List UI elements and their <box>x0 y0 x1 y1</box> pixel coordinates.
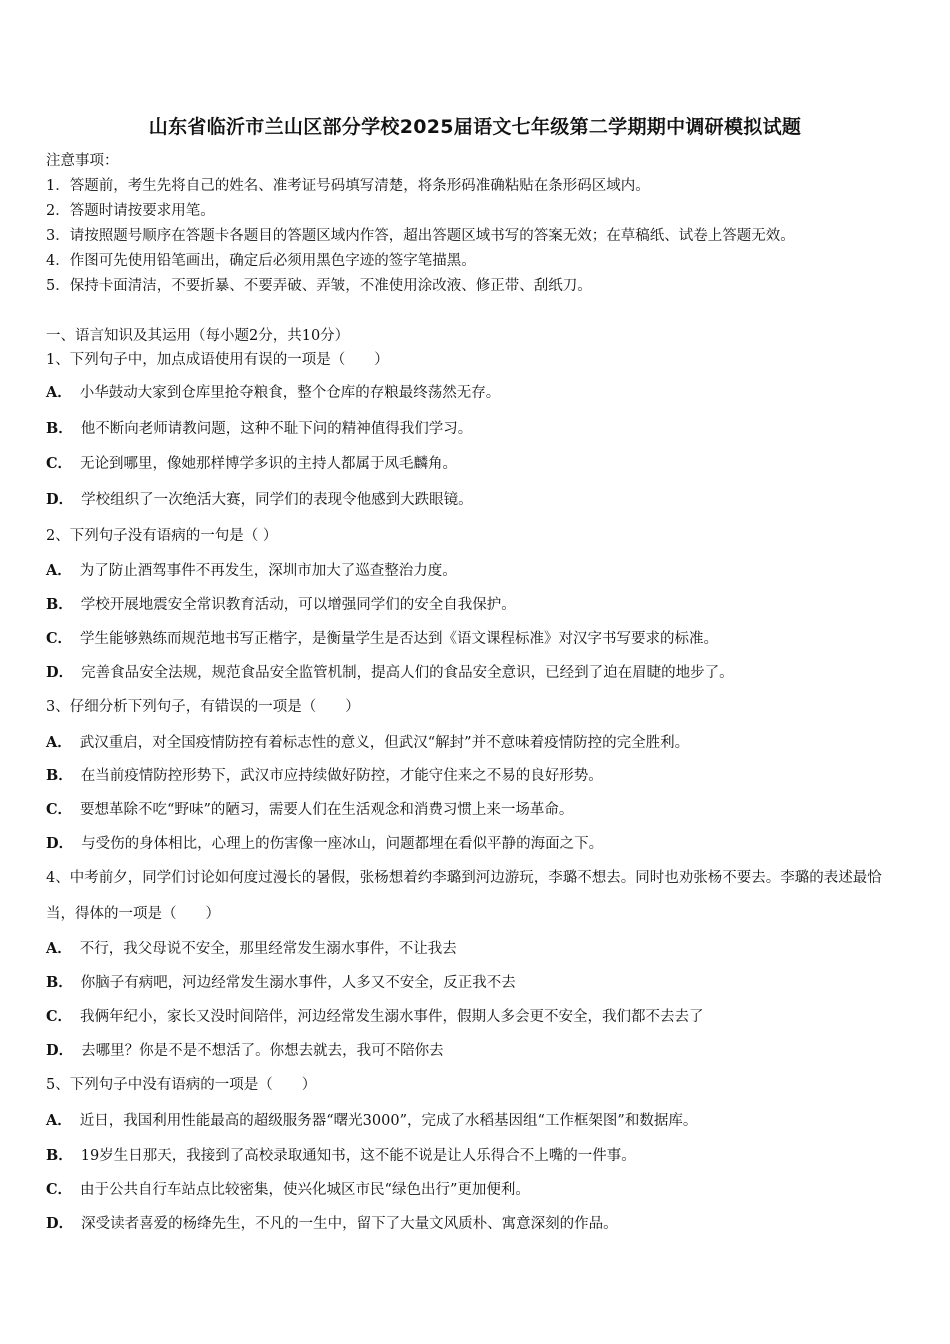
option-b: B． 他不断向老师请教问题，这种不耻下问的精神值得我们学习。 <box>46 420 473 437</box>
option-b: B． 19岁生日那天，我接到了高校录取通知书，这不能不说是让人乐得合不上嘴的一件事。 <box>46 1147 636 1164</box>
option-c: C． 无论到哪里，像她那样博学多识的主持人都属于凤毛麟角。 <box>46 455 458 472</box>
option-a: A． 近日，我国利用性能最高的超级服务器“曙光3000”，完成了水稻基因组“工作框架图”和数据库。 <box>46 1112 698 1129</box>
option-a: A． 不行，我父母说不安全，那里经常发生溺水事件，不让我去 <box>46 940 457 957</box>
notice-item: 2．答题时请按要求用笔。 <box>46 203 215 219</box>
notice-heading: 注意事项： <box>46 153 119 169</box>
notice-item: 4．作图可先使用铅笔画出，确定后必须用黑色字迹的签字笔描黑。 <box>46 253 476 269</box>
notice-item: 1．答题前，考生先将自己的姓名、准考证号码填写清楚，将条形码准确粘贴在条形码区域内。 <box>46 178 650 194</box>
option-a: A． 为了防止酒驾事件不再发生，深圳市加大了巡查整治力度。 <box>46 562 457 579</box>
option-d: D． 深受读者喜爱的杨绛先生，不凡的一生中，留下了大量文风质朴、寓意深刻的作品。 <box>46 1215 618 1232</box>
page-title: 山东省临沂市兰山区部分学校2025届语文七年级第二学期期中调研模拟试题 <box>148 116 802 138</box>
option-d: D． 完善食品安全法规，规范食品安全监管机制，提高人们的食品安全意识，已经到了迫在眉睫的地步了。 <box>46 664 734 681</box>
option-b: B． 你脑子有病吧，河边经常发生溺水事件，人多又不安全，反正我不去 <box>46 974 516 991</box>
option-b: B． 学校开展地震安全常识教育活动，可以增强同学们的安全自我保护。 <box>46 596 516 613</box>
notice-item: 3．请按照题号顺序在答题卡各题目的答题区域内作答，超出答题区域书写的答案无效；在草稿纸、试卷上答题无效。 <box>46 228 795 244</box>
option-d: D． 学校组织了一次绝活大赛，同学们的表现令他感到大跌眼镜。 <box>46 491 473 508</box>
question-stem: 5、下列句子中没有语病的一项是（ ） <box>46 1077 317 1093</box>
option-c: C． 学生能够熟练而规范地书写正楷字，是衡量学生是否达到《语文课程标准》对汉字书写要求的标准。 <box>46 630 719 647</box>
option-a: A． 武汉重启，对全国疫情防控有着标志性的意义，但武汉“解封”并不意味着疫情防控的完全胜利。 <box>46 734 690 751</box>
question-stem: 3、仔细分析下列句子，有错误的一项是（ ） <box>46 699 360 715</box>
question-stem: 4、中考前夕，同学们讨论如何度过漫长的暑假，张杨想着约李璐到河边游玩，李璐不想去。同时也劝张杨不要去。李璐的表述最恰当，得体的一项是（ ） <box>46 870 882 922</box>
notice-item: 5．保持卡面清洁，不要折暴、不要弄破、弄皱，不准使用涂改液、修正带、刮纸刀。 <box>46 278 592 294</box>
section-heading: 一、语言知识及其运用（每小题2分，共10分） <box>46 328 350 344</box>
option-c: C． 我俩年纪小，家长又没时间陪伴，河边经常发生溺水事件，假期人多会更不安全，我们都不去去了 <box>46 1008 704 1025</box>
option-d: D． 与受伤的身体相比，心理上的伤害像一座冰山，问题都埋在看似平静的海面之下。 <box>46 835 604 852</box>
question-stem: 2、下列句子没有语病的一句是（ ） <box>46 528 278 544</box>
question-stem: 1、下列句子中，加点成语使用有误的一项是（ ） <box>46 352 389 368</box>
option-b: B． 在当前疫情防控形势下，武汉市应持续做好防控，才能守住来之不易的良好形势。 <box>46 767 603 784</box>
option-d: D． 去哪里？你是不是不想活了。你想去就去，我可不陪你去 <box>46 1042 444 1059</box>
option-c: C． 要想革除不吃“野味”的陋习，需要人们在生活观念和消费习惯上来一场革命。 <box>46 801 574 818</box>
option-a: A． 小华鼓动大家到仓库里抢夺粮食，整个仓库的存粮最终荡然无存。 <box>46 384 501 401</box>
option-c: C． 由于公共自行车站点比较密集，使兴化城区市民“绿色出行”更加便利。 <box>46 1181 530 1198</box>
